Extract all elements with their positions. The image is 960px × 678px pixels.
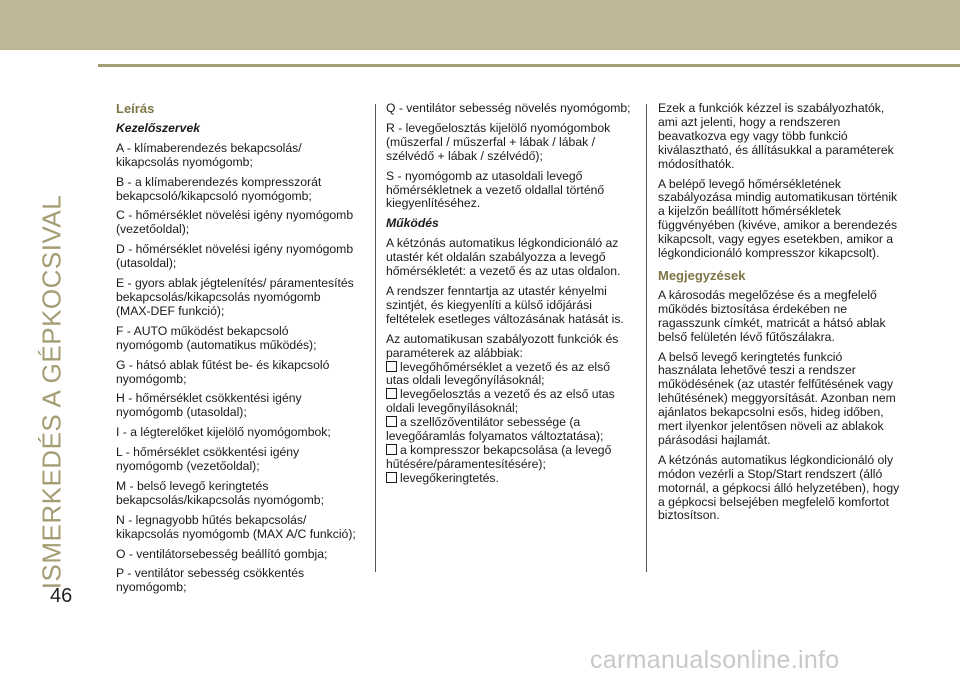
auto-function-item bbox=[386, 416, 634, 444]
control-item-o: O - ventilátorsebesség beállító gombja; bbox=[116, 546, 328, 561]
column-divider-1 bbox=[375, 104, 376, 572]
chapter-side-title: ISMERKEDÉS A GÉPKOCSIVAL bbox=[36, 194, 67, 590]
auto-function-text: levegőkeringtetés. bbox=[400, 470, 499, 485]
auto-function-item bbox=[386, 388, 634, 416]
checkbox-bullet-icon bbox=[386, 416, 397, 427]
operation-paragraph-2: A rendszer fenntartja az utastér kényelmi szintjét, és kiegyenlíti a külső időjárási feltételek esetleges változásának hatását is. bbox=[386, 283, 624, 326]
operation-paragraph-3: Az automatikusan szabályozott funkciók és paraméterek az alábbiak: bbox=[386, 331, 619, 360]
checkbox-bullet-icon bbox=[386, 472, 397, 483]
operation-paragraph-1: A kétzónás automatikus légkondicionáló az utastér két oldalán szabályozza a levegő hőmérsékletét: a vezető és az utas oldalon. bbox=[386, 236, 621, 279]
watermark: carmanualsonline.info bbox=[590, 646, 840, 674]
subheading-kezeloszervek: Kezelőszervek bbox=[116, 120, 201, 135]
auto-function-text: levegőelosztás a vezető és az első utas oldali levegőnyílásoknál; bbox=[386, 387, 615, 416]
auto-function-item bbox=[386, 361, 634, 389]
note-paragraph-3: A kétzónás automatikus légkondicionáló oly módon vezérli a Stop/Start rendszert (álló motornál, a gépkocsi álló helyzetében), hogy a gépkocsi belsejében megfelelő komfortot biztosítson. bbox=[658, 452, 900, 523]
header-rule bbox=[98, 64, 960, 67]
column-1 bbox=[116, 102, 356, 601]
subheading-mukodes: Működés bbox=[386, 216, 439, 231]
control-item-c: C - hőmérséklet növelési igény nyomógomb (vezetőoldal); bbox=[116, 208, 354, 237]
manual-control-paragraph: Ezek a funkciók kézzel is szabályozhatók, ami azt jelenti, hogy a rendszeren beavatkozva egy vagy több funkció kiválasztható, és állításukkal a paraméterek módosíthatók. bbox=[658, 101, 894, 171]
control-item-f: F - AUTO működést bekapcsoló nyomógomb (automatikus működés); bbox=[116, 323, 317, 352]
note-paragraph-1: A károsodás megelőzése és a megfelelő működés biztosítása érdekében ne ragasszunk címkét, matricát a hátsó ablak belső felületén lévő fűtőszálakra. bbox=[658, 287, 886, 344]
control-item-q: Q - ventilátor sebesség növelés nyomógomb; bbox=[386, 101, 631, 115]
control-item-l: L - hőmérséklet csökkentési igény nyomógomb (vezetőoldal); bbox=[116, 445, 300, 474]
page-number: 46 bbox=[50, 585, 73, 607]
checkbox-bullet-icon bbox=[386, 444, 397, 455]
section-heading-leiras: Leírás bbox=[116, 101, 155, 116]
control-item-a: A - klímaberendezés bekapcsolás/ kikapcsolás nyomógomb; bbox=[116, 140, 302, 169]
auto-function-item bbox=[386, 444, 634, 472]
control-item-m: M - belső levegő keringtetés bekapcsolás/kikapcsolás nyomógomb; bbox=[116, 478, 324, 507]
column-2 bbox=[386, 102, 634, 486]
temperature-control-paragraph: A belépő levegő hőmérsékletének szabályozása mindig automatikusan történik a kijelzőn beállított hőmérsékletek függvényében (kivéve, amikor a berendezés kikapcsolt, vagy egyes esetekben, amikor a légkondicionáló kompresszor kikapcsolt). bbox=[658, 176, 898, 261]
note-paragraph-2: A belső levegő keringtetés funkció használata lehetővé teszi a rendszer működésének (az utastér felfűtésének vagy lehűtésének) meggyorsítását. Azonban nem ajánlatos bekapcsolni esős, hideg időben, mert ilyenkor jelentősen növeli az ablakok párásodási hajlamát. bbox=[658, 349, 896, 447]
control-item-s: S - nyomógomb az utasoldali levegő hőmérsékletnek a vezető oldallal történő kiegyenlítéséhez. bbox=[386, 168, 605, 211]
control-item-n: N - legnagyobb hűtés bekapcsolás/ kikapcsolás nyomógomb (MAX A/C funkció); bbox=[116, 512, 356, 541]
section-heading-megjegyzesek: Megjegyzések bbox=[658, 267, 746, 283]
auto-function-text: a kompresszor bekapcsolása (a levegő hűtésére/páramentesítésére); bbox=[386, 442, 612, 471]
column-divider-2 bbox=[646, 104, 647, 572]
column-3 bbox=[658, 102, 903, 529]
auto-function-item bbox=[386, 472, 634, 486]
control-item-h: H - hőmérséklet csökkentési igény nyomógomb (utasoldal); bbox=[116, 391, 302, 420]
checkbox-bullet-icon bbox=[386, 361, 397, 372]
auto-function-text: a szellőzőventilátor sebessége (a levegőáramlás folyamatos változtatása); bbox=[386, 415, 604, 444]
control-item-b: B - a klímaberendezés kompresszorát bekapcsoló/kikapcsoló nyomógomb; bbox=[116, 174, 322, 203]
control-item-g: G - hátsó ablak fűtést be- és kikapcsoló nyomógomb; bbox=[116, 357, 330, 386]
control-item-i: I - a légterelőket kijelölő nyomógombok; bbox=[116, 425, 331, 440]
auto-function-text: levegőhőmérséklet a vezető és az első utas oldali levegőnyílásoknál; bbox=[386, 359, 611, 388]
control-item-e: E - gyors ablak jégtelenítés/ páramentesítés bekapcsolás/kikapcsolás nyomógomb (MAX-DEF funkció); bbox=[116, 276, 354, 318]
control-item-d: D - hőmérséklet növelési igény nyomógomb (utasoldal); bbox=[116, 242, 354, 271]
control-item-r: R - levegőelosztás kijelölő nyomógombok (műszerfal / műszerfal + lábak / lábak / szélvédő + lábak / szélvédő); bbox=[386, 120, 611, 163]
header-bar bbox=[0, 0, 960, 50]
checkbox-bullet-icon bbox=[386, 388, 397, 399]
control-item-p: P - ventilátor sebesség csökkentés nyomógomb; bbox=[116, 566, 305, 595]
